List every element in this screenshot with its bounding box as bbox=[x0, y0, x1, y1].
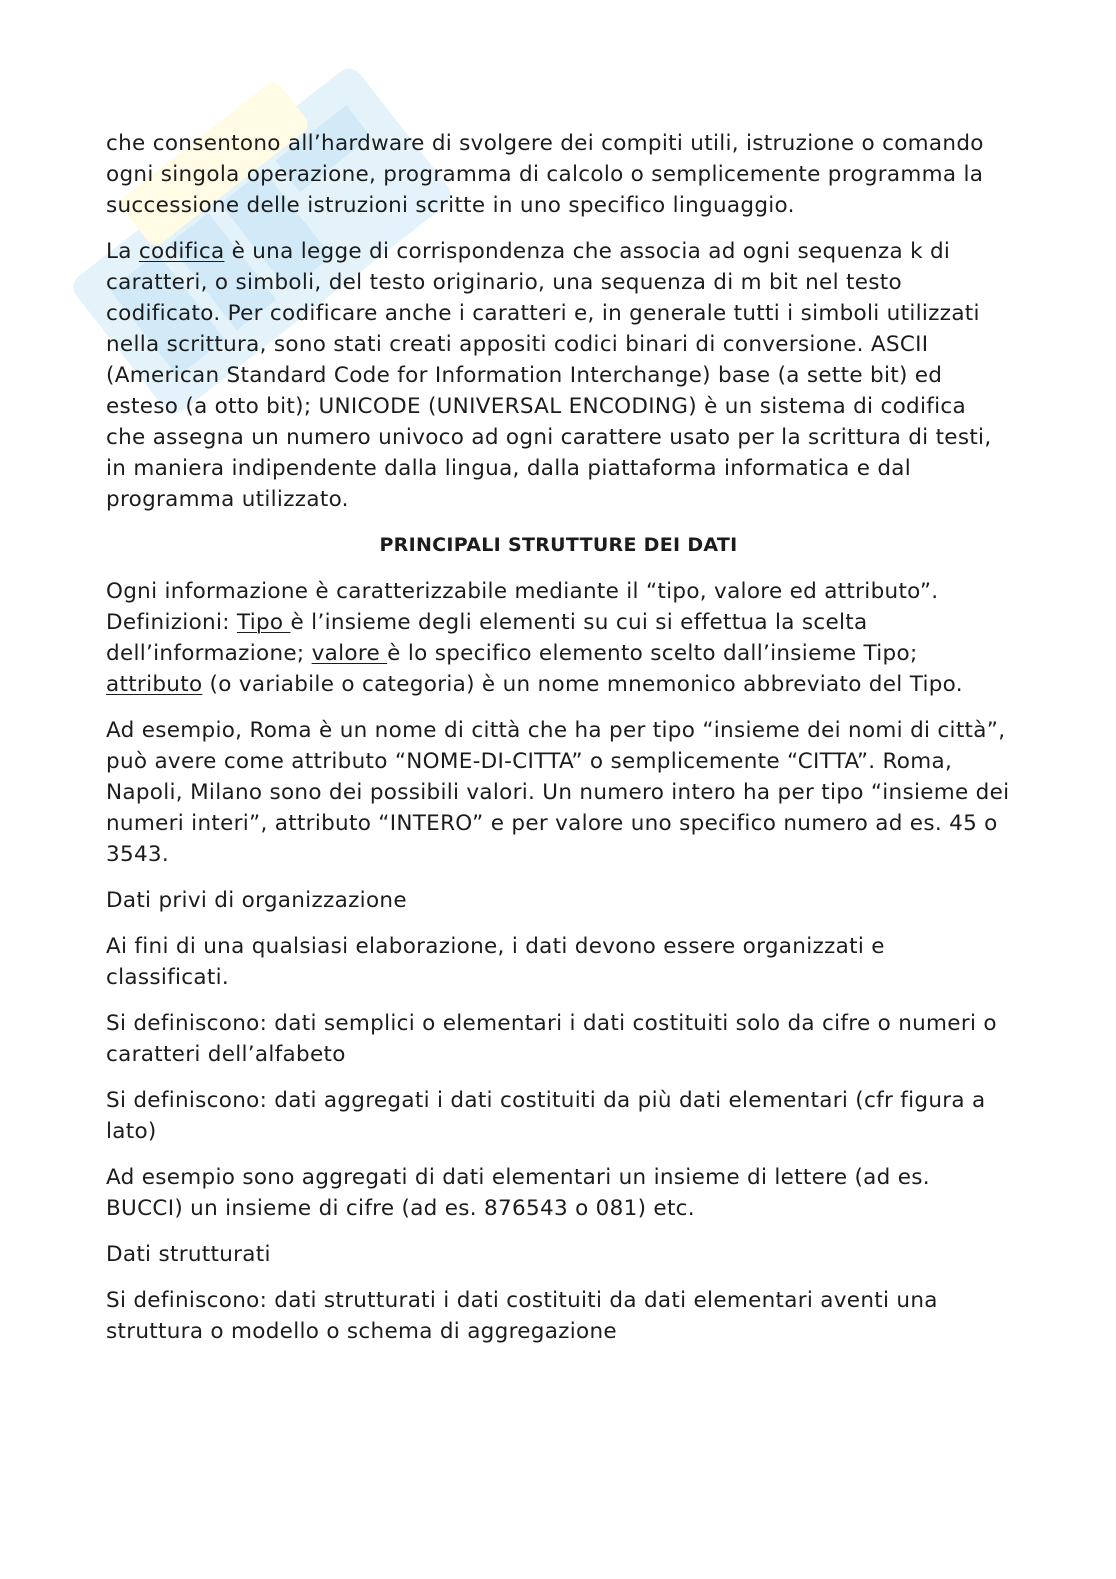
term-tipo: Tipo bbox=[236, 610, 291, 635]
text-fragment: è lo specifico elemento scelto dall’insieme Tipo; bbox=[387, 641, 918, 666]
term-valore: valore bbox=[311, 641, 388, 666]
paragraph-dati-semplici: Si definiscono: dati semplici o elementari i dati costituiti solo da cifre o numeri o caratteri dell’alfabeto bbox=[106, 1011, 997, 1067]
text-fragment: è una legge di corrispondenza che associa ad ogni sequenza k di caratteri, o simboli, del testo originario, una sequenza di m bit nel testo codificato. Per codificare anche i caratteri e, in generale tutti i simboli utilizzati nella scrittura, sono stati creati appositi codici binari di conversione. ASCII (American Standard Code for Information Interchange) base (a sette bit) ed esteso (a otto bit); UNICODE (UNIVERSAL ENCODING) è un sistema di codifica che assegna un numero univoco ad ogni carattere usato per la scrittura di testi, in maniera indipendente dalla lingua, dalla piattaforma informatica e dal programma utilizzato. bbox=[106, 239, 992, 512]
text-fragment: è l’insieme degli elementi su cui si effettua la scelta dell’informazione; bbox=[106, 610, 868, 666]
paragraph-esempio-roma: Ad esempio, Roma è un nome di città che ha per tipo “insieme dei nomi di città”, può avere come attributo “NOME-DI-CITTA” o semplicemente “CITTA”. Roma, Napoli, Milano sono dei possibili valori. Un numero intero ha per tipo “insieme dei numeri interi”, attributo “INTERO” e per valore uno specifico numero ad es. 45 o 3543. bbox=[106, 718, 1010, 867]
text-fragment: Ogni informazione è caratterizzabile mediante il “tipo, valore ed attributo”. Definizioni: bbox=[106, 579, 939, 635]
document-page bbox=[106, 128, 1011, 1362]
paragraph-dati-strutturati-title: Dati strutturati bbox=[106, 1242, 271, 1267]
text-fragment: La bbox=[106, 239, 139, 264]
paragraph-fini-elaborazione: Ai fini di una qualsiasi elaborazione, i dati devono essere organizzati e classificati. bbox=[106, 934, 885, 990]
paragraph-definizioni bbox=[106, 576, 1011, 700]
paragraph-esempio-aggregati: Ad esempio sono aggregati di dati elementari un insieme di lettere (ad es. BUCCI) un insieme di cifre (ad es. 876543 o 081) etc. bbox=[106, 1165, 930, 1221]
paragraph-dati-privi: Dati privi di organizzazione bbox=[106, 888, 407, 913]
paragraph-codifica bbox=[106, 236, 1011, 515]
section-heading: PRINCIPALI STRUTTURE DEI DATI bbox=[379, 534, 738, 556]
term-attributo: attributo bbox=[106, 672, 203, 697]
paragraph-dati-strutturati: Si definiscono: dati strutturati i dati costituiti da dati elementari aventi una struttura o modello o schema di aggregazione bbox=[106, 1288, 938, 1344]
paragraph-intro: che consentono all’hardware di svolgere dei compiti utili, istruzione o comando ogni singola operazione, programma di calcolo o semplicemente programma la successione delle istruzioni scritte in uno specifico linguaggio. bbox=[106, 131, 984, 218]
paragraph-dati-aggregati: Si definiscono: dati aggregati i dati costituiti da più dati elementari (cfr figura a lato) bbox=[106, 1088, 986, 1144]
term-codifica: codifica bbox=[138, 239, 225, 264]
text-fragment: (o variabile o categoria) è un nome mnemonico abbreviato del Tipo. bbox=[202, 672, 963, 697]
